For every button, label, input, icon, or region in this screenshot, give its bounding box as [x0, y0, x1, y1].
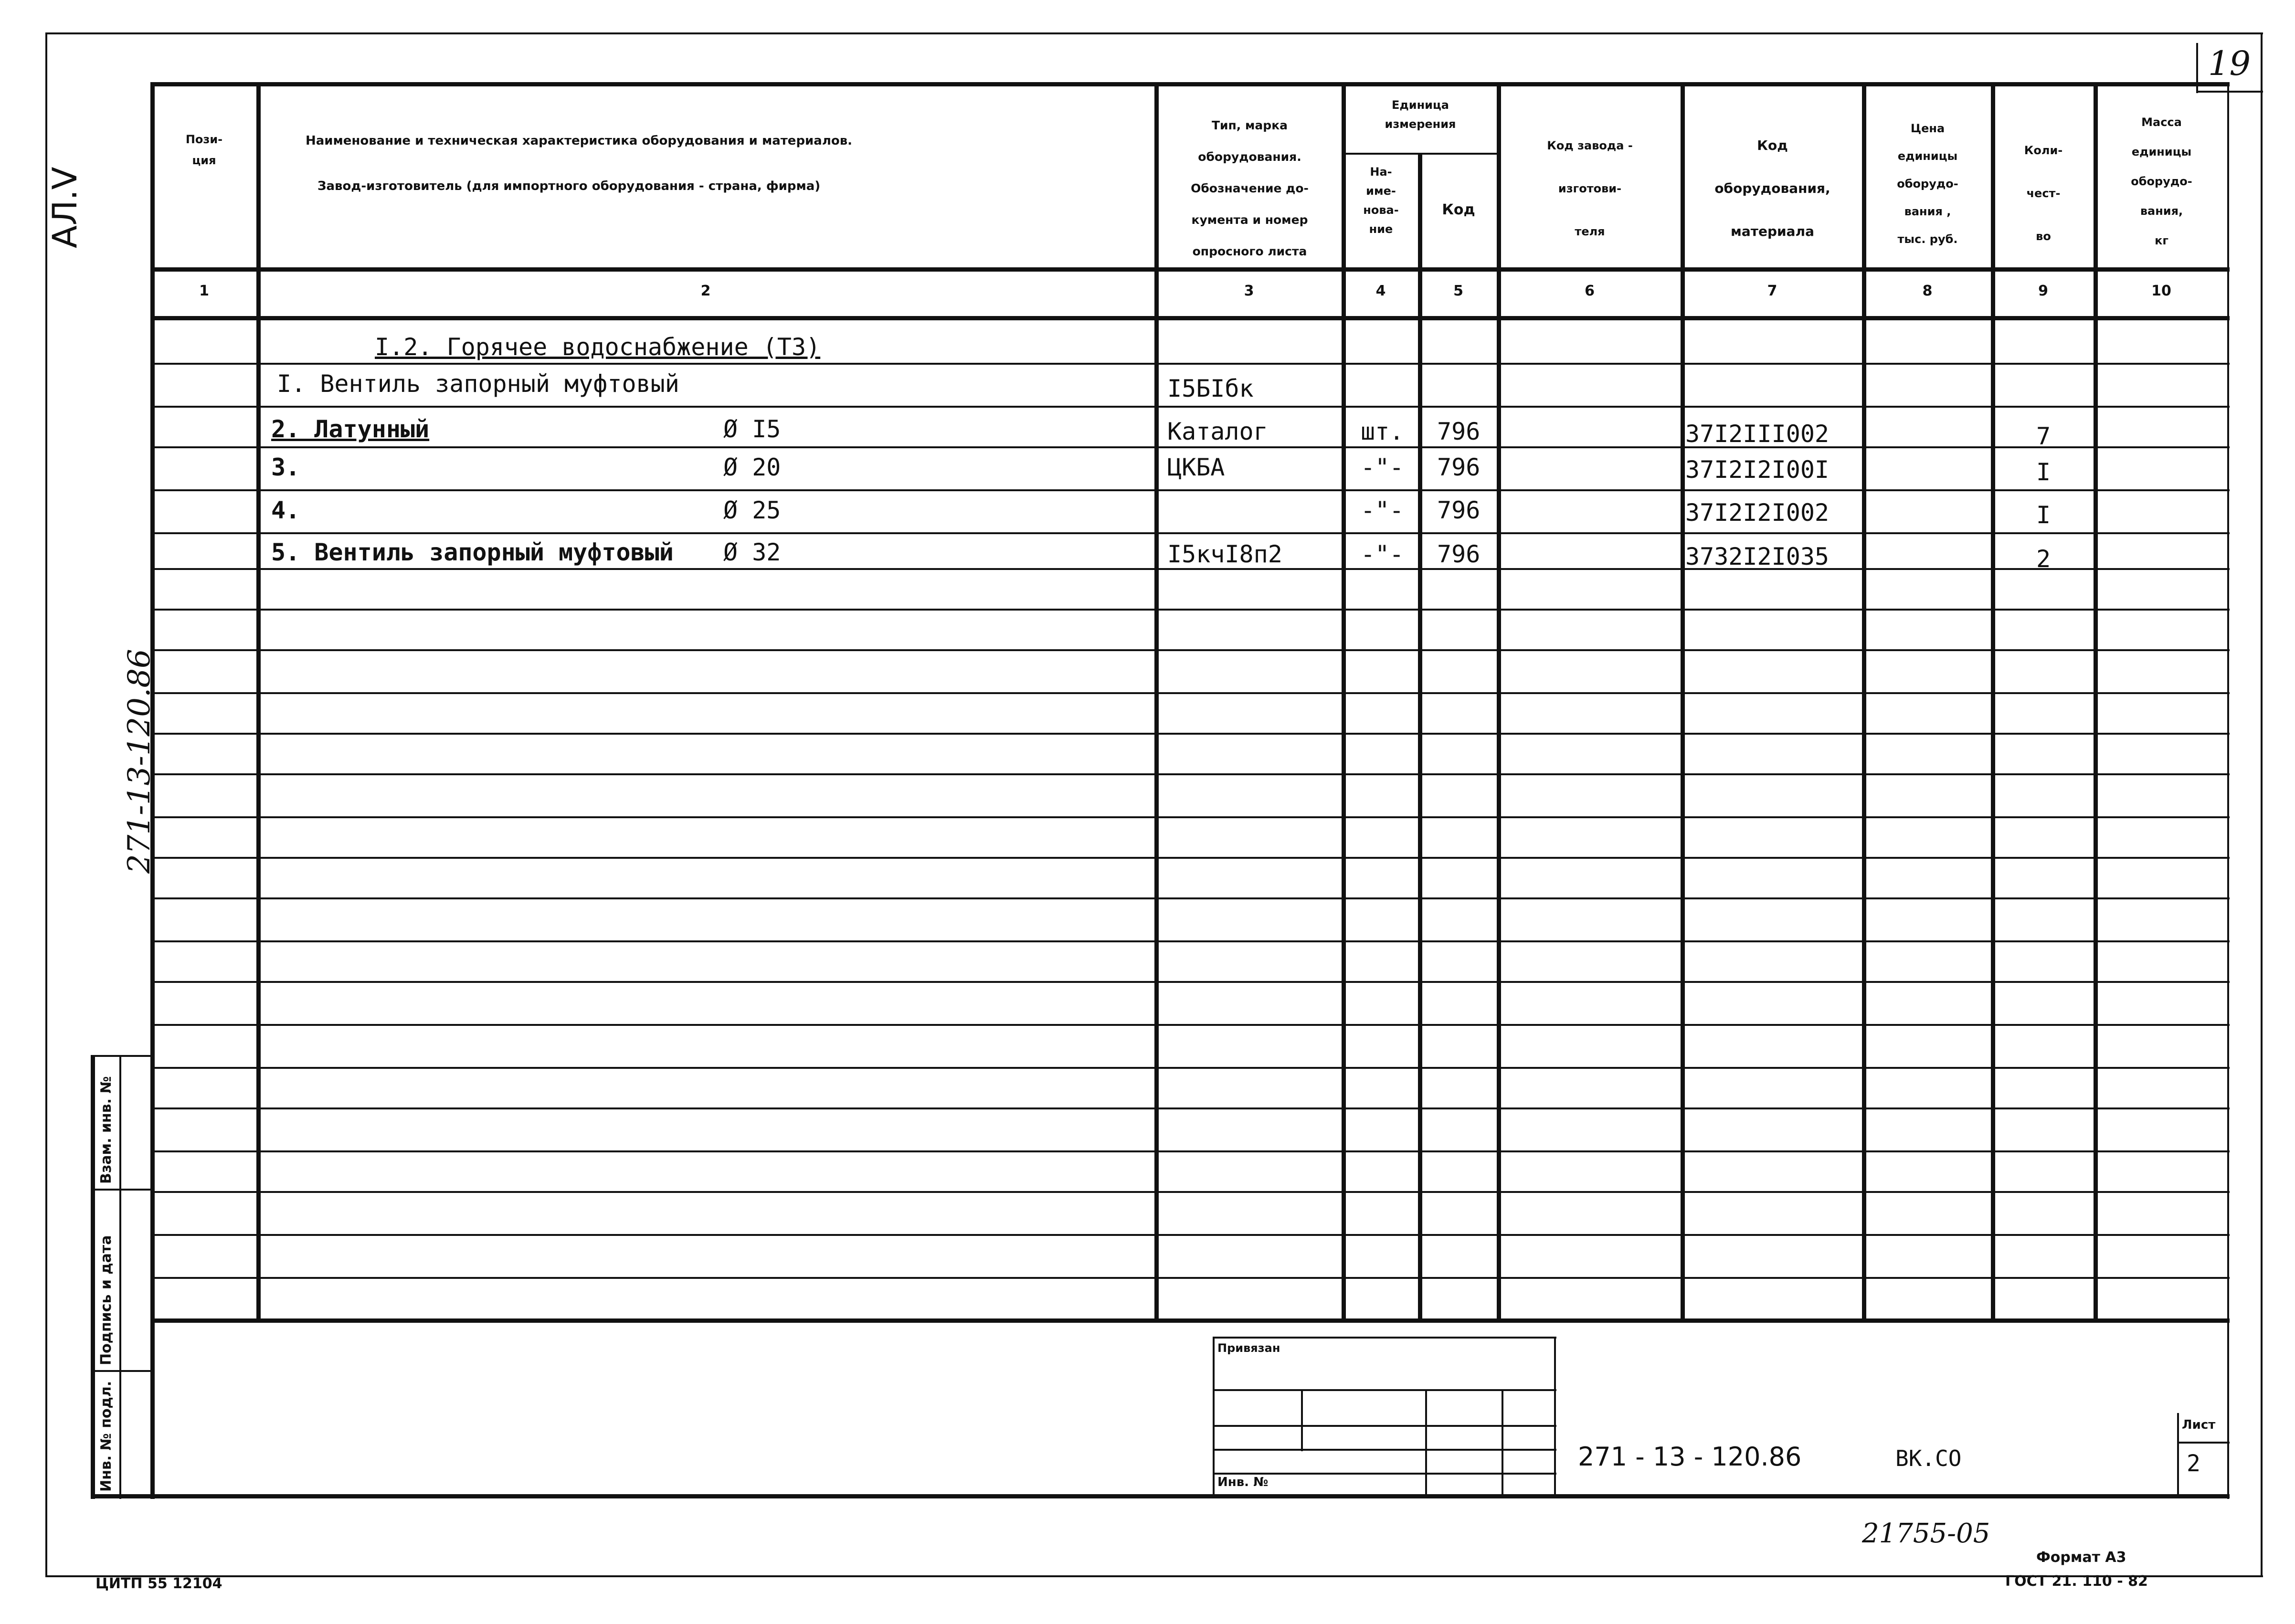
row-5-diameter: Ø 32: [723, 538, 781, 566]
header-quantity: Коли- чест- во: [2024, 144, 2063, 243]
col-number: 2: [700, 283, 711, 299]
stamp-signature-date: Подпись и дата: [98, 1235, 115, 1365]
row-2-diameter: Ø I5: [723, 415, 781, 443]
row-1-name: I. Вентиль запорный муфтовый: [277, 370, 679, 398]
col-number: 7: [1767, 283, 1777, 299]
gost-label: ГОСТ 21. 110 - 82: [2005, 1573, 2148, 1590]
col-number: 3: [1244, 283, 1254, 299]
stamp-inv-no: Инв. №: [1217, 1475, 1269, 1489]
header-price: Цена единицы оборудо- вания , тыс. руб.: [1897, 122, 1958, 246]
header-unit-code: Код: [1442, 201, 1475, 218]
row-3-equipment-code: 37I2I2I00I: [1685, 456, 1830, 484]
sheet-corner-number: 19: [2208, 44, 2251, 83]
row-5-name: 5. Вентиль запорный муфтовый: [271, 538, 674, 566]
header-unit: Единица измерения: [1385, 98, 1456, 131]
header-equipment-code: Код оборудования, материала: [1714, 137, 1830, 239]
stamp-replace-inv: Взам. инв. №: [98, 1076, 115, 1184]
row-3-quantity: I: [2036, 458, 2051, 486]
row-2-type: Каталог: [1167, 418, 1268, 445]
row-5-quantity: 2: [2036, 545, 2051, 573]
stamp-mark: ВК.СО: [1895, 1445, 1962, 1471]
row-4-unit-code: 796: [1437, 496, 1481, 524]
col-number: 5: [1453, 283, 1463, 299]
row-3-unit-code: 796: [1437, 453, 1481, 481]
stamp-privyazan: Привязан: [1217, 1341, 1280, 1355]
header-type: Тип, марка оборудования. Обозначение до- кумента и номер опросного листа: [1191, 118, 1309, 258]
row-3-unit: -"-: [1361, 453, 1404, 481]
row-5-type: I5кчI8п2: [1167, 540, 1282, 568]
cipt-label: ЦИТП 55 12104: [95, 1575, 222, 1592]
row-2-unit: шт.: [1361, 418, 1404, 445]
row-3-type: ЦКБА: [1167, 453, 1225, 481]
header-manufacturer-code: Код завода - изготови- теля: [1547, 139, 1633, 238]
stamp-sheet-label: Лист: [2182, 1418, 2216, 1432]
row-4-unit: -"-: [1361, 496, 1404, 524]
row-5-unit: -"-: [1361, 540, 1404, 568]
row-4-name: 4.: [271, 496, 300, 524]
header-name: Наименование и техническая характеристика оборудования и материалов.: [306, 134, 853, 148]
stamp-sheet-number: 2: [2187, 1450, 2200, 1477]
col-number: 4: [1375, 283, 1386, 299]
format-label: Формат А3: [2036, 1549, 2126, 1566]
section-title: I.2. Горячее водоснабжение (Т3): [375, 333, 821, 361]
album-mark: АЛ.V: [45, 167, 85, 248]
row-3-diameter: Ø 20: [723, 453, 781, 481]
row-2-unit-code: 796: [1437, 418, 1481, 445]
col-number: 1: [199, 283, 209, 299]
row-5-equipment-code: 3732I2I035: [1685, 543, 1830, 570]
header-position: Пози- ция: [185, 133, 223, 167]
col-number: 8: [1922, 283, 1933, 299]
row-3-name: 3.: [271, 453, 300, 481]
row-5-unit-code: 796: [1437, 540, 1481, 568]
stamp-document-code: 271 - 13 - 120.86: [1578, 1442, 1802, 1472]
row-4-quantity: I: [2036, 501, 2051, 529]
handwritten-number: 21755-05: [1862, 1518, 1990, 1549]
row-4-diameter: Ø 25: [723, 496, 781, 524]
col-number: 9: [2038, 283, 2048, 299]
row-2-quantity: 7: [2036, 422, 2051, 450]
row-4-equipment-code: 37I2I2I002: [1685, 499, 1830, 527]
row-2-name: 2. Латунный: [271, 415, 430, 443]
header-unit-name: На- име- нова- ние: [1363, 165, 1399, 236]
stamp-original-inv: Инв. № подл.: [98, 1381, 115, 1492]
col-number: 6: [1585, 283, 1595, 299]
header-manufacturer: Завод-изготовитель (для импортного оборудования - страна, фирма): [317, 179, 821, 193]
side-document-code: 271-13-120.86: [122, 649, 157, 874]
header-mass: Масса единицы оборудо- вания, кг: [2131, 116, 2192, 247]
row-1-type: I5БIбк: [1167, 375, 1254, 402]
row-2-equipment-code: 37I2III002: [1685, 420, 1830, 448]
col-number: 10: [2151, 283, 2171, 299]
